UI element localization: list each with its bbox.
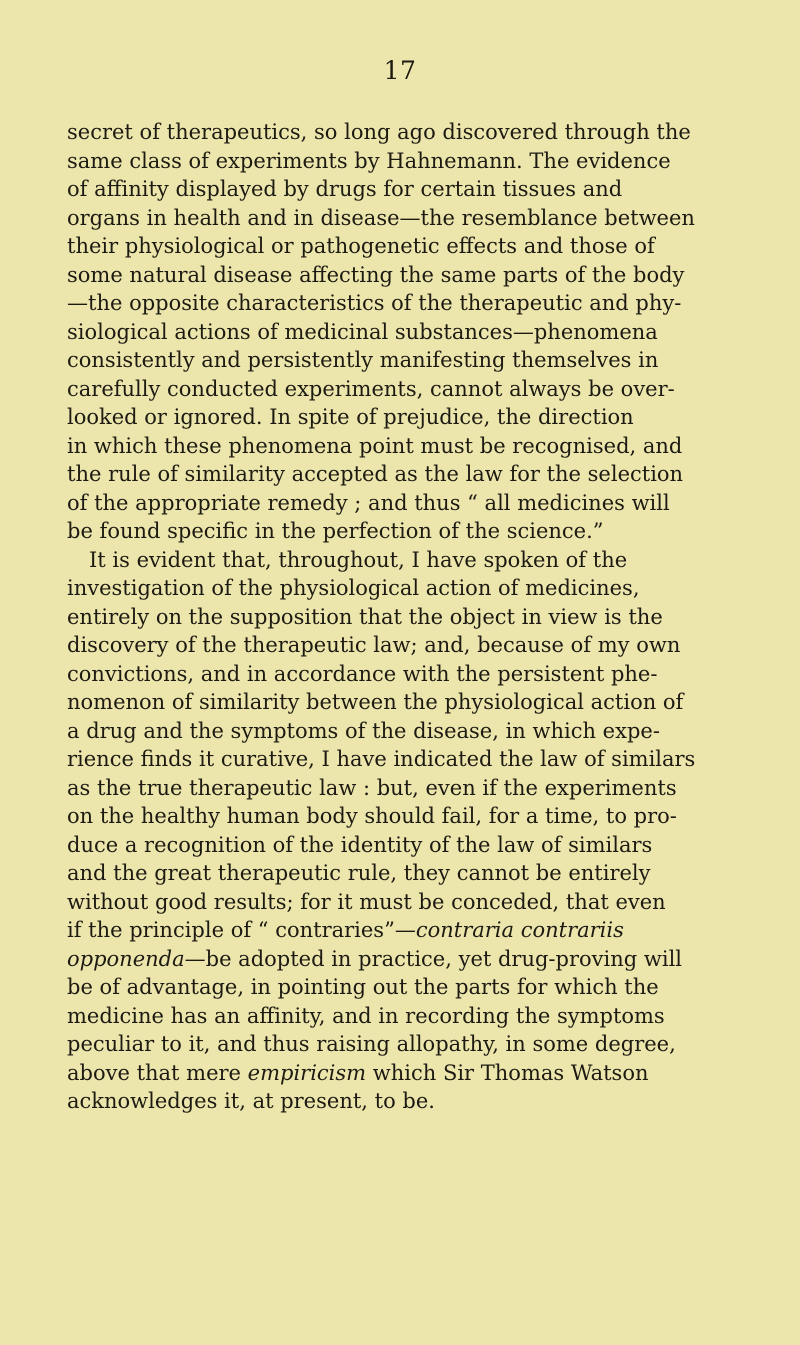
- text-segment: —the opposite characteristics of the therapeutic and phy-: [67, 291, 682, 315]
- text-segment: which Sir Thomas Watson: [366, 1060, 649, 1085]
- text-segment: carefully conducted experiments, cannot always be over-: [67, 376, 675, 401]
- text-segment: be of advantage, in pointing out the parts for which the: [67, 975, 659, 999]
- text-line: [67, 660, 657, 688]
- text-segment: consistently and persistently manifesting themselves in: [67, 348, 659, 372]
- text-line: [67, 489, 670, 517]
- text-line: [67, 460, 683, 488]
- text-line: [67, 859, 651, 887]
- italic-phrase: opponenda: [67, 946, 185, 971]
- text-line: [67, 175, 622, 203]
- text-segment: some natural disease affecting the same parts of the body: [67, 262, 685, 287]
- text-line: [67, 945, 682, 973]
- text-line: [67, 261, 684, 289]
- text-line: [67, 346, 658, 374]
- text-line: [67, 232, 655, 260]
- text-line: [67, 403, 634, 431]
- text-segment: and the great therapeutic rule, they cannot be entirely: [67, 861, 651, 885]
- text-line: [67, 774, 677, 802]
- text-segment: without good results; for it must be conceded, that even: [67, 889, 666, 914]
- text-line: [67, 375, 675, 403]
- text-line: [67, 204, 695, 232]
- text-segment: siological actions of medicinal substances—phenomena: [67, 319, 658, 344]
- text-segment: if the principle of “ contraries”—: [67, 918, 416, 942]
- text-line: [67, 631, 680, 659]
- text-segment: medicine has an affinity, and in recording the symptoms: [67, 1003, 665, 1028]
- text-segment: on the healthy human body should fail, for a time, to pro-: [67, 804, 677, 828]
- italic-phrase: empiricism: [247, 1060, 367, 1085]
- text-segment: nomenon of similarity between the physiological action of: [67, 690, 684, 714]
- text-segment: above that mere: [67, 1060, 248, 1085]
- italic-phrase: contraria contrariis: [415, 918, 624, 942]
- text-line: [67, 517, 604, 545]
- text-line: [67, 603, 663, 631]
- text-line: [67, 916, 624, 944]
- text-segment: acknowledges it, at present, to be.: [67, 1089, 435, 1113]
- text-segment: their physiological or pathogenetic effects and those of: [67, 234, 655, 258]
- text-segment: peculiar to it, and thus raising allopathy, in some degree,: [67, 1032, 676, 1056]
- text-segment: —be adopted in practice, yet drug-proving will: [184, 946, 683, 971]
- text-segment: be found specific in the perfection of the science.”: [67, 519, 604, 543]
- text-segment: investigation of the physiological action of medicines,: [67, 576, 640, 600]
- text-segment: secret of therapeutics, so long ago discovered through the: [67, 120, 691, 144]
- text-segment: same class of experiments by Hahnemann. The evidence: [67, 148, 671, 173]
- text-line: [67, 1030, 676, 1058]
- text-segment: of affinity displayed by drugs for certain tissues and: [67, 177, 623, 201]
- text-line: [67, 318, 658, 346]
- text-line: [67, 888, 666, 916]
- text-segment: duce a recognition of the identity of the law of similars: [67, 832, 653, 857]
- text-segment: entirely on the supposition that the object in view is the: [67, 604, 663, 629]
- text-line: [67, 745, 695, 773]
- text-line: [67, 973, 659, 1001]
- text-line: [89, 546, 627, 574]
- text-segment: It is evident that, throughout, I have spoken of the: [89, 547, 628, 572]
- text-segment: of the appropriate remedy ; and thus “ all medicines will: [67, 490, 670, 515]
- text-line: [67, 688, 683, 716]
- text-segment: in which these phenomena point must be recognised, and: [67, 433, 683, 458]
- text-line: [67, 831, 652, 859]
- text-line: [67, 1087, 435, 1115]
- text-line: [67, 289, 681, 317]
- text-segment: as the true therapeutic law : but, even if the experiments: [67, 775, 677, 800]
- text-line: [67, 574, 640, 602]
- text-line: [67, 118, 691, 146]
- text-line: [67, 802, 677, 830]
- text-segment: a drug and the symptoms of the disease, in which expe-: [67, 718, 660, 743]
- page-number: 17: [383, 56, 417, 85]
- text-segment: rience finds it curative, I have indicated the law of similars: [67, 747, 696, 771]
- text-line: [67, 432, 682, 460]
- text-line: [67, 1002, 665, 1030]
- text-line: [67, 717, 660, 745]
- text-segment: the rule of similarity accepted as the law for the selection: [67, 462, 684, 486]
- text-segment: discovery of the therapeutic law; and, because of my own: [67, 633, 681, 657]
- text-segment: looked or ignored. In spite of prejudice, the direction: [67, 405, 634, 429]
- text-segment: convictions, and in accordance with the persistent phe-: [67, 661, 658, 686]
- text-segment: organs in health and in disease—the resemblance between: [67, 205, 695, 230]
- text-line: [67, 147, 671, 175]
- text-line: [67, 1059, 649, 1087]
